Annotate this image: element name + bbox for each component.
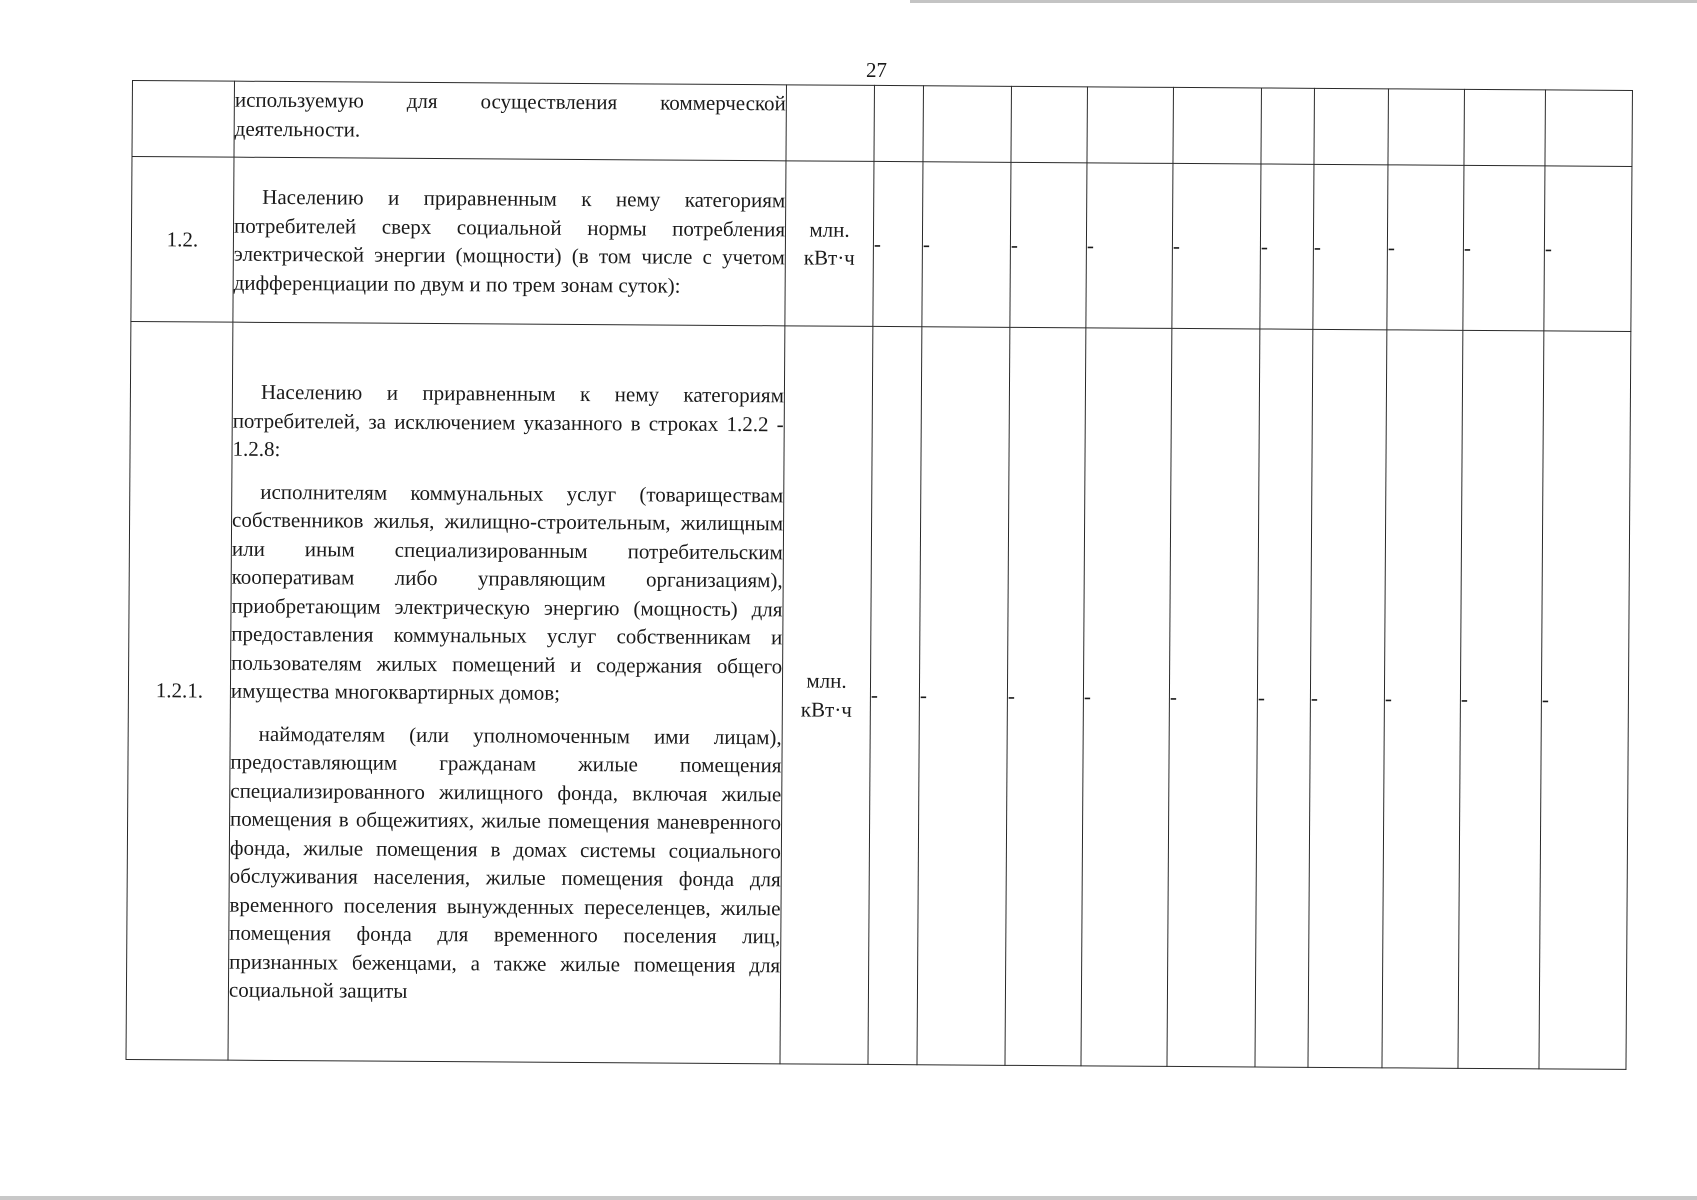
description-paragraph: Населению и приравненным к нему категориям потребителей, за исключением указанного в строках 1.2.2 - 1.2.8: [232,380,785,462]
value-cell [1388,89,1465,166]
value-cell [1173,87,1262,164]
value-cell: - [1387,165,1464,331]
value-cell: - [868,326,922,1064]
unit-line: млн. [806,668,847,693]
value-cell: - [1086,163,1173,329]
row-description [234,81,786,161]
unit-line [787,123,874,124]
value-cell [1314,88,1389,164]
unit-line: кВт·ч [803,245,855,270]
row-unit [785,161,874,327]
value-cell: - [1458,330,1544,1069]
value-cell: - [1255,329,1313,1067]
table-row [132,81,1632,167]
table-row [131,157,1632,332]
value-cell [1087,87,1174,164]
value-cell: - [917,327,1010,1066]
value-cell: - [1167,328,1260,1067]
value-cell [923,86,1012,163]
description-paragraph: используемую для осуществления коммерческой деятельности. [234,87,786,142]
value-cell [1545,90,1633,167]
value-cell: - [1539,331,1631,1070]
row-number [132,81,235,158]
unit-line [787,123,874,124]
value-cell [1011,86,1088,163]
tariff-table [126,80,1633,1070]
value-cell [874,85,924,161]
row-description [228,322,785,1064]
value-cell: - [1081,328,1172,1067]
row-unit [786,85,875,162]
row-number: 1.2. [131,157,234,323]
row-description [233,157,786,326]
value-cell: - [1005,327,1086,1065]
unit-line: млн. [809,216,850,242]
row-unit [780,326,873,1065]
value-cell: - [1313,164,1388,329]
value-cell: - [1463,165,1545,331]
description-paragraph: наймодателям (или уполномоченным ими лицам), предоставляющим гражданам жилые помещения специализированного жилищного фонда, включая жилые помещения в общежитиях, жилые помещения маневренного фонда, жилые помещения в домах системы социального обслуживания населения, жилые помещения фонда для временного поселения вынужденных переселенцев, жилые помещения фонда для временного поселения лиц, признанных беженцами, а также жилые помещения для социальной защиты [228,721,782,1004]
value-cell: - [1172,163,1261,329]
value-cell [1261,88,1315,164]
value-cell [1464,89,1546,166]
page-number: 27 [866,58,887,82]
value-cell: - [922,162,1011,328]
description-paragraph: исполнителям коммунальных услуг (товариществам собственников жилья, жилищно-строительным, жилищным или иным специализированным потребительским кооперативам либо управляющим организациям), приобретающим электрическую энергию (мощность) для предоставления коммунальных услуг собственникам и пользователям жилых помещений и содержания общего имущества многоквартирных домов; [230,479,784,706]
scan-edge-top [910,0,1697,3]
value-cell: - [1382,330,1463,1068]
description-paragraph: Населению и приравненным к нему категориям потребителей сверх социальной нормы потребления электрической энергии (мощности) (в том числе с учетом дифференциации по двум и по трем зонам суток): [233,184,786,298]
unit-line: кВт·ч [800,696,852,722]
row-number: 1.2.1. [126,321,233,1060]
value-cell: - [1010,162,1087,328]
value-cell: - [1544,166,1632,332]
value-cell: - [873,161,923,326]
table-row [126,321,1631,1069]
value-cell: - [1260,164,1314,329]
scan-edge-bottom [0,1196,1697,1200]
value-cell: - [1308,329,1387,1067]
